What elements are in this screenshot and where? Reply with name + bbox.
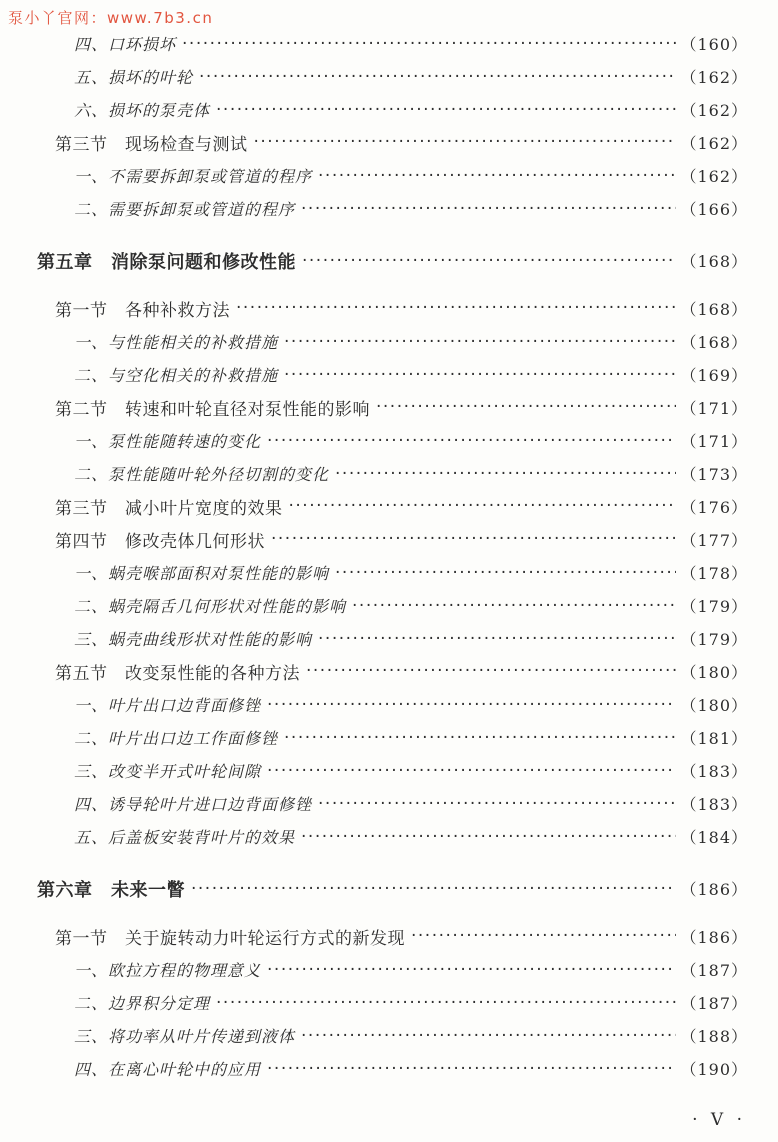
toc-entry-title: 四、口环损坏	[74, 35, 177, 54]
toc-entry	[0, 655, 778, 688]
toc-entry-title: 二、边界积分定理	[74, 994, 211, 1013]
toc-entry-title: 二、与空化相关的补救措施	[74, 366, 279, 385]
toc-entry-page: （178）	[680, 564, 748, 583]
toc-entry	[0, 424, 778, 457]
toc-entry	[0, 192, 778, 225]
toc-entry-title: 第四节 修改壳体几何形状	[55, 532, 265, 552]
dot-leader	[236, 292, 676, 325]
toc-entry-title: 第六章 未来一瞥	[37, 879, 185, 901]
dot-leader	[271, 523, 676, 556]
toc-entry	[0, 556, 778, 589]
toc-entry-page: （186）	[680, 880, 748, 899]
toc-entry-title: 五、损坏的叶轮	[74, 68, 194, 87]
toc-entry-page: （162）	[680, 101, 748, 120]
dot-leader	[284, 358, 676, 391]
dot-leader	[301, 192, 676, 225]
toc-entry	[0, 688, 778, 721]
toc-entry-title: 二、叶片出口边工作面修锉	[74, 729, 279, 748]
toc-entry	[0, 244, 778, 277]
dot-leader	[318, 622, 676, 655]
dot-leader	[267, 754, 676, 787]
toc-entry-title: 二、泵性能随叶轮外径切割的变化	[74, 465, 330, 484]
toc-entry	[0, 721, 778, 754]
toc-entry-title: 三、蜗壳曲线形状对性能的影响	[74, 630, 313, 649]
toc-entry-page: （179）	[680, 630, 748, 649]
toc-entry-page: （183）	[680, 762, 748, 781]
toc-entry-title: 四、诱导轮叶片进口边背面修锉	[74, 795, 313, 814]
toc-entry-title: 三、将功率从叶片传递到液体	[74, 1027, 296, 1046]
toc-entry-page: （168）	[680, 300, 748, 319]
toc-entry-page: （184）	[680, 828, 748, 847]
toc-entry	[0, 490, 778, 523]
toc-entry-title: 三、改变半开式叶轮间隙	[74, 762, 262, 781]
dot-leader	[254, 126, 677, 159]
toc-entry	[0, 60, 778, 93]
toc-entry	[0, 787, 778, 820]
toc-entry	[0, 457, 778, 490]
dot-leader	[191, 872, 676, 905]
toc-entry-page: （190）	[680, 1060, 748, 1079]
toc-entry	[0, 622, 778, 655]
toc-entry	[0, 920, 778, 953]
toc-entry-title: 第五节 改变泵性能的各种方法	[55, 664, 300, 684]
toc-entry	[0, 953, 778, 986]
toc-entry-page: （186）	[680, 928, 748, 947]
dot-leader	[306, 655, 676, 688]
toc-entry-page: （171）	[680, 432, 748, 451]
toc-entry-title: 六、损坏的泵壳体	[74, 101, 211, 120]
toc-entry	[0, 126, 778, 159]
page-number-footer: · V ·	[692, 1110, 746, 1130]
dot-leader	[216, 93, 676, 126]
toc-entry-page: （168）	[680, 333, 748, 352]
toc-entry-title: 一、不需要拆卸泵或管道的程序	[74, 167, 313, 186]
toc-entry-page: （166）	[680, 200, 748, 219]
toc-entry-page: （173）	[680, 465, 748, 484]
toc-entry	[0, 986, 778, 1019]
toc-entry	[0, 159, 778, 192]
toc-entry-title: 二、蜗壳隔舌几何形状对性能的影响	[74, 597, 347, 616]
toc-entry-title: 第三节 现场检查与测试	[55, 135, 248, 155]
toc-entry	[0, 358, 778, 391]
toc-entry-title: 一、与性能相关的补救措施	[74, 333, 279, 352]
toc-entry	[0, 1052, 778, 1085]
toc-entry	[0, 820, 778, 853]
toc-entry	[0, 93, 778, 126]
toc-entry-title: 第三节 减小叶片宽度的效果	[55, 499, 283, 519]
toc-entry-title: 第五章 消除泵问题和修改性能	[37, 251, 296, 273]
dot-leader	[199, 60, 676, 93]
toc-entry-title: 一、蜗壳喉部面积对泵性能的影响	[74, 564, 330, 583]
toc-entry-page: （180）	[680, 696, 748, 715]
toc-entry-title: 四、在离心叶轮中的应用	[74, 1060, 262, 1079]
toc-entry-page: （187）	[680, 994, 748, 1013]
toc-entry-page: （160）	[680, 35, 748, 54]
dot-leader	[284, 325, 676, 358]
toc-entry-page: （188）	[680, 1027, 748, 1046]
dot-leader	[182, 27, 676, 60]
toc-entry	[0, 523, 778, 556]
toc-entry-page: （162）	[680, 68, 748, 87]
toc-entry-page: （168）	[680, 252, 748, 271]
toc-entry-page: （180）	[680, 663, 748, 682]
dot-leader	[318, 787, 676, 820]
toc-entry-page: （162）	[680, 167, 748, 186]
toc-entry	[0, 292, 778, 325]
toc-entry-page: （176）	[680, 498, 748, 517]
dot-leader	[352, 589, 676, 622]
toc-entry-page: （162）	[680, 134, 748, 153]
toc-entry	[0, 754, 778, 787]
dot-leader	[318, 159, 676, 192]
toc-entry-title: 一、泵性能随转速的变化	[74, 432, 262, 451]
dot-leader	[411, 920, 676, 953]
dot-leader	[289, 490, 677, 523]
toc-entry-page: （177）	[680, 531, 748, 550]
toc-entry-title: 一、叶片出口边背面修锉	[74, 696, 262, 715]
toc-entry-page: （183）	[680, 795, 748, 814]
toc-entry	[0, 1019, 778, 1052]
toc-entry-page: （169）	[680, 366, 748, 385]
dot-leader	[335, 556, 676, 589]
toc-entry-title: 一、欧拉方程的物理意义	[74, 961, 262, 980]
dot-leader	[335, 457, 676, 490]
dot-leader	[267, 1052, 676, 1085]
toc-entry	[0, 872, 778, 905]
toc-entry-page: （179）	[680, 597, 748, 616]
toc-entry-title: 第二节 转速和叶轮直径对泵性能的影响	[55, 400, 370, 420]
dot-leader	[301, 1019, 676, 1052]
toc-entry	[0, 391, 778, 424]
watermark: 泵小丫官网：www.7b3.cn	[8, 9, 214, 27]
dot-leader	[284, 721, 676, 754]
dot-leader	[267, 424, 676, 457]
toc-entry-page: （187）	[680, 961, 748, 980]
dot-leader	[302, 244, 676, 277]
toc-entry	[0, 325, 778, 358]
dot-leader	[376, 391, 676, 424]
toc-entry-page: （181）	[680, 729, 748, 748]
toc-entry	[0, 27, 778, 60]
toc-entry-title: 第一节 各种补救方法	[55, 301, 230, 321]
toc-entry	[0, 589, 778, 622]
toc-entry-page: （171）	[680, 399, 748, 418]
dot-leader	[267, 953, 676, 986]
dot-leader	[216, 986, 676, 1019]
toc-entry-title: 五、后盖板安装背叶片的效果	[74, 828, 296, 847]
dot-leader	[267, 688, 676, 721]
toc-entry-title: 第一节 关于旋转动力叶轮运行方式的新发现	[55, 929, 405, 949]
dot-leader	[301, 820, 676, 853]
toc-entry-title: 二、需要拆卸泵或管道的程序	[74, 200, 296, 219]
